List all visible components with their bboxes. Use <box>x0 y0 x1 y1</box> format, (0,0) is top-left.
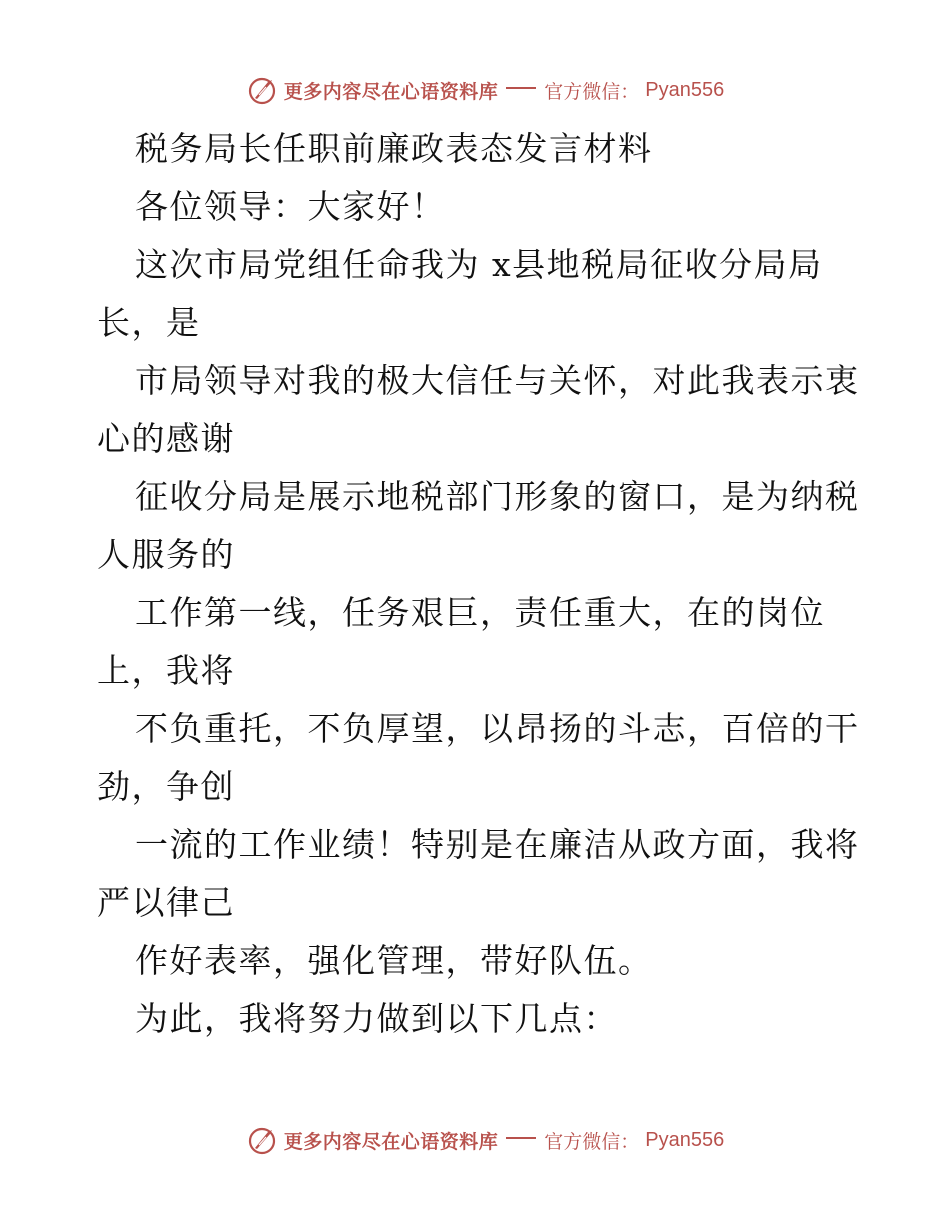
header-banner-inner <box>226 74 725 106</box>
footer-banner-inner <box>226 1124 725 1156</box>
banner-title: 更多内容尽在心语资料库 <box>283 1130 499 1153</box>
document-line: 不负重托，不负厚望，以昂扬的斗志，百倍的干 <box>135 709 860 748</box>
banner-wechat-id: Pyan556 <box>645 1128 725 1151</box>
document-line: 心的感谢 <box>97 419 235 458</box>
banner-wechat-label: 官方微信： <box>544 1130 640 1153</box>
banner-wechat-label: 官方微信： <box>544 80 640 103</box>
document-line: 各位领导：大家好！ <box>135 187 446 226</box>
document-line: 人服务的 <box>97 535 235 574</box>
document-title: 税务局长任职前廉政表态发言材料 <box>135 129 653 168</box>
document-line: 为此，我将努力做到以下几点： <box>135 999 618 1038</box>
document-line: 严以律己 <box>97 883 235 922</box>
document-line: 这次市局党组任命我为 x县地税局征收分局局 <box>135 245 823 284</box>
document-line: 征收分局是展示地税部门形象的窗口，是为纳税 <box>135 477 860 516</box>
banner-separator <box>506 87 536 89</box>
banner-wechat-id: Pyan556 <box>645 78 725 101</box>
document-line: 一流的工作业绩！特别是在廉洁从政方面，我将 <box>135 825 860 864</box>
document-line: 作好表率，强化管理，带好队伍。 <box>135 941 653 980</box>
banner-title: 更多内容尽在心语资料库 <box>283 80 499 103</box>
document-line: 上，我将 <box>97 651 235 690</box>
quill-pen-logo-icon <box>246 1124 278 1156</box>
quill-pen-logo-icon <box>246 74 278 106</box>
document-line: 市局领导对我的极大信任与关怀，对此我表示衷 <box>135 361 860 400</box>
document-line: 工作第一线，任务艰巨，责任重大，在的岗位 <box>135 593 825 632</box>
document-line: 劲，争创 <box>97 767 235 806</box>
document-line: 长，是 <box>97 303 201 342</box>
header-banner <box>0 70 950 110</box>
footer-banner <box>0 1120 950 1160</box>
document-body <box>97 120 860 1048</box>
banner-separator <box>506 1137 536 1139</box>
